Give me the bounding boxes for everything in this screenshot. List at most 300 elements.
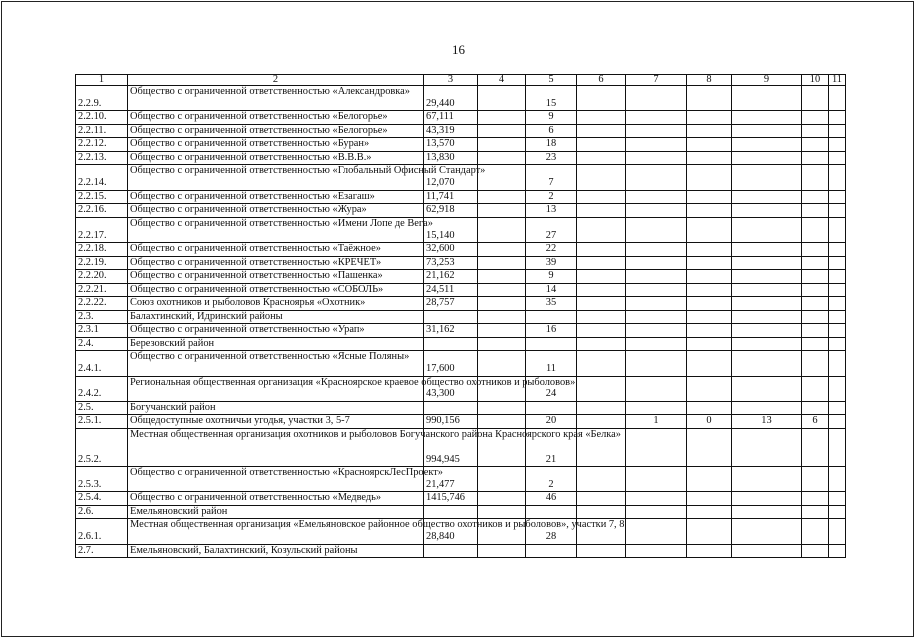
cell-num: 2.6. bbox=[76, 505, 128, 519]
column-header: 8 bbox=[687, 75, 732, 86]
cell-c11 bbox=[829, 111, 846, 125]
cell-c9 bbox=[732, 86, 802, 111]
cell-c3: 1415,746 bbox=[424, 492, 478, 506]
cell-c10 bbox=[802, 86, 829, 111]
cell-c8 bbox=[687, 138, 732, 152]
cell-c6 bbox=[577, 270, 626, 284]
cell-c7 bbox=[626, 138, 687, 152]
cell-name: Общество с ограниченной ответственностью «Глобальный Офисный Стандарт» bbox=[128, 165, 424, 190]
cell-num: 2.5.2. bbox=[76, 428, 128, 466]
cell-c4 bbox=[478, 243, 526, 257]
cell-c5: 11 bbox=[526, 351, 577, 376]
cell-c10 bbox=[802, 467, 829, 492]
cell-c3: 32,600 bbox=[424, 243, 478, 257]
cell-c4 bbox=[478, 337, 526, 351]
cell-c8 bbox=[687, 204, 732, 218]
cell-c4 bbox=[478, 467, 526, 492]
cell-name: Емельяновский, Балахтинский, Козульский районы bbox=[128, 544, 424, 558]
table-row bbox=[76, 270, 846, 284]
cell-c5: 24 bbox=[526, 376, 577, 401]
table-row bbox=[76, 519, 846, 544]
cell-c9 bbox=[732, 111, 802, 125]
cell-c10 bbox=[802, 270, 829, 284]
cell-c5: 2 bbox=[526, 467, 577, 492]
cell-c5: 2 bbox=[526, 190, 577, 204]
cell-num: 2.5.1. bbox=[76, 415, 128, 429]
cell-name: Общество с ограниченной ответственностью «Урап» bbox=[128, 324, 424, 338]
table-row bbox=[76, 297, 846, 311]
table-row bbox=[76, 151, 846, 165]
cell-c11 bbox=[829, 415, 846, 429]
cell-c11 bbox=[829, 217, 846, 242]
table-row bbox=[76, 217, 846, 242]
cell-num: 2.5.4. bbox=[76, 492, 128, 506]
cell-c11 bbox=[829, 401, 846, 415]
cell-c11 bbox=[829, 324, 846, 338]
page-number: 16 bbox=[452, 42, 465, 57]
table-row bbox=[76, 337, 846, 351]
column-header: 2 bbox=[128, 75, 424, 86]
cell-c3: 67,111 bbox=[424, 111, 478, 125]
cell-c7 bbox=[626, 256, 687, 270]
cell-c5: 39 bbox=[526, 256, 577, 270]
cell-c4 bbox=[478, 544, 526, 558]
cell-c5 bbox=[526, 401, 577, 415]
cell-num: 2.2.20. bbox=[76, 270, 128, 284]
cell-c10 bbox=[802, 492, 829, 506]
cell-c8 bbox=[687, 337, 732, 351]
cell-c8 bbox=[687, 124, 732, 138]
table-row bbox=[76, 415, 846, 429]
cell-c5: 27 bbox=[526, 217, 577, 242]
cell-c4 bbox=[478, 138, 526, 152]
cell-c3: 28,757 bbox=[424, 297, 478, 311]
cell-c8 bbox=[687, 86, 732, 111]
cell-c4 bbox=[478, 256, 526, 270]
cell-c4 bbox=[478, 190, 526, 204]
cell-c9 bbox=[732, 519, 802, 544]
cell-c10 bbox=[802, 401, 829, 415]
cell-c7 bbox=[626, 428, 687, 466]
cell-c10 bbox=[802, 111, 829, 125]
cell-c11 bbox=[829, 270, 846, 284]
cell-c6 bbox=[577, 324, 626, 338]
column-header: 3 bbox=[424, 75, 478, 86]
cell-c9 bbox=[732, 124, 802, 138]
cell-c11 bbox=[829, 86, 846, 111]
cell-c3: 15,140 bbox=[424, 217, 478, 242]
cell-c6 bbox=[577, 124, 626, 138]
cell-name: Общество с ограниченной ответственностью «В.В.В.» bbox=[128, 151, 424, 165]
cell-num: 2.2.16. bbox=[76, 204, 128, 218]
cell-c3: 28,840 bbox=[424, 519, 478, 544]
cell-c7 bbox=[626, 151, 687, 165]
cell-c6 bbox=[577, 243, 626, 257]
cell-num: 2.3.1 bbox=[76, 324, 128, 338]
cell-c10 bbox=[802, 190, 829, 204]
cell-c6 bbox=[577, 415, 626, 429]
cell-c4 bbox=[478, 351, 526, 376]
cell-c4 bbox=[478, 204, 526, 218]
cell-c5: 35 bbox=[526, 297, 577, 311]
cell-c8 bbox=[687, 505, 732, 519]
cell-num: 2.2.15. bbox=[76, 190, 128, 204]
cell-name: Березовский район bbox=[128, 337, 424, 351]
table-row bbox=[76, 204, 846, 218]
cell-c8 bbox=[687, 401, 732, 415]
cell-c10 bbox=[802, 505, 829, 519]
cell-c11 bbox=[829, 190, 846, 204]
cell-c5: 6 bbox=[526, 124, 577, 138]
cell-c3: 12,070 bbox=[424, 165, 478, 190]
cell-c3: 21,162 bbox=[424, 270, 478, 284]
cell-num: 2.6.1. bbox=[76, 519, 128, 544]
cell-name: Общество с ограниченной ответственностью «Имени Лопе де Вега» bbox=[128, 217, 424, 242]
cell-name: Общество с ограниченной ответственностью «КРЕЧЕТ» bbox=[128, 256, 424, 270]
column-header: 10 bbox=[802, 75, 829, 86]
cell-c5: 21 bbox=[526, 428, 577, 466]
cell-c3: 43,300 bbox=[424, 376, 478, 401]
cell-c11 bbox=[829, 243, 846, 257]
cell-c9 bbox=[732, 351, 802, 376]
cell-c11 bbox=[829, 505, 846, 519]
cell-c8: 0 bbox=[687, 415, 732, 429]
cell-name: Общество с ограниченной ответственностью «КрасноярскЛесПроект» bbox=[128, 467, 424, 492]
column-header: 11 bbox=[829, 75, 846, 86]
table-row bbox=[76, 165, 846, 190]
cell-c5 bbox=[526, 337, 577, 351]
cell-num: 2.2.19. bbox=[76, 256, 128, 270]
cell-c9 bbox=[732, 544, 802, 558]
column-header: 7 bbox=[626, 75, 687, 86]
cell-c7 bbox=[626, 519, 687, 544]
cell-c3: 990,156 bbox=[424, 415, 478, 429]
cell-c6 bbox=[577, 283, 626, 297]
cell-num: 2.2.14. bbox=[76, 165, 128, 190]
cell-c4 bbox=[478, 217, 526, 242]
cell-c6 bbox=[577, 351, 626, 376]
cell-c10 bbox=[802, 243, 829, 257]
cell-c7 bbox=[626, 86, 687, 111]
cell-c5: 7 bbox=[526, 165, 577, 190]
cell-c5 bbox=[526, 505, 577, 519]
cell-c8 bbox=[687, 243, 732, 257]
cell-name: Общество с ограниченной ответственностью «Белогорье» bbox=[128, 111, 424, 125]
cell-c9 bbox=[732, 337, 802, 351]
cell-c7 bbox=[626, 467, 687, 492]
cell-name: Местная общественная организация охотников и рыболовов Богучанского района Красноярского края «Белка» bbox=[128, 428, 424, 466]
cell-c5: 14 bbox=[526, 283, 577, 297]
cell-c4 bbox=[478, 310, 526, 324]
table-row bbox=[76, 86, 846, 111]
cell-c4 bbox=[478, 415, 526, 429]
cell-c5: 46 bbox=[526, 492, 577, 506]
cell-name: Общество с ограниченной ответственностью «Буран» bbox=[128, 138, 424, 152]
cell-name: Общество с ограниченной ответственностью «Александровка» bbox=[128, 86, 424, 111]
cell-c11 bbox=[829, 124, 846, 138]
cell-c5: 28 bbox=[526, 519, 577, 544]
table-row bbox=[76, 324, 846, 338]
cell-c3: 17,600 bbox=[424, 351, 478, 376]
cell-c3: 29,440 bbox=[424, 86, 478, 111]
cell-c5 bbox=[526, 544, 577, 558]
cell-c4 bbox=[478, 270, 526, 284]
cell-c11 bbox=[829, 297, 846, 311]
cell-c6 bbox=[577, 217, 626, 242]
cell-num: 2.4.1. bbox=[76, 351, 128, 376]
cell-num: 2.2.18. bbox=[76, 243, 128, 257]
cell-c9 bbox=[732, 243, 802, 257]
cell-c6 bbox=[577, 165, 626, 190]
cell-c9 bbox=[732, 138, 802, 152]
cell-name: Общество с ограниченной ответственностью «Жура» bbox=[128, 204, 424, 218]
column-header: 6 bbox=[577, 75, 626, 86]
cell-c6 bbox=[577, 204, 626, 218]
cell-c8 bbox=[687, 217, 732, 242]
cell-c9 bbox=[732, 297, 802, 311]
cell-c6 bbox=[577, 337, 626, 351]
cell-c10 bbox=[802, 151, 829, 165]
cell-c4 bbox=[478, 505, 526, 519]
cell-c10 bbox=[802, 376, 829, 401]
cell-c7 bbox=[626, 165, 687, 190]
table-row bbox=[76, 492, 846, 506]
cell-c7 bbox=[626, 505, 687, 519]
cell-c10 bbox=[802, 544, 829, 558]
cell-name: Общество с ограниченной ответственностью «Медведь» bbox=[128, 492, 424, 506]
cell-c11 bbox=[829, 428, 846, 466]
cell-c8 bbox=[687, 310, 732, 324]
cell-c6 bbox=[577, 467, 626, 492]
cell-c3 bbox=[424, 310, 478, 324]
cell-num: 2.2.9. bbox=[76, 86, 128, 111]
cell-c9 bbox=[732, 401, 802, 415]
cell-c4 bbox=[478, 297, 526, 311]
cell-name: Общедоступные охотничьи угодья, участки 3, 5-7 bbox=[128, 415, 424, 429]
cell-c5: 13 bbox=[526, 204, 577, 218]
cell-c10 bbox=[802, 519, 829, 544]
cell-c8 bbox=[687, 351, 732, 376]
cell-c9 bbox=[732, 204, 802, 218]
cell-c10 bbox=[802, 165, 829, 190]
cell-c7: 1 bbox=[626, 415, 687, 429]
cell-c3: 11,741 bbox=[424, 190, 478, 204]
cell-c7 bbox=[626, 124, 687, 138]
cell-c10 bbox=[802, 337, 829, 351]
cell-num: 2.4.2. bbox=[76, 376, 128, 401]
cell-c7 bbox=[626, 376, 687, 401]
cell-c5: 9 bbox=[526, 270, 577, 284]
cell-c10 bbox=[802, 124, 829, 138]
cell-c7 bbox=[626, 297, 687, 311]
cell-name: Общество с ограниченной ответственностью «Пашенка» bbox=[128, 270, 424, 284]
cell-c5: 22 bbox=[526, 243, 577, 257]
cell-c10 bbox=[802, 217, 829, 242]
cell-c7 bbox=[626, 111, 687, 125]
cell-c11 bbox=[829, 256, 846, 270]
cell-c8 bbox=[687, 151, 732, 165]
cell-c7 bbox=[626, 401, 687, 415]
cell-name: Общество с ограниченной ответственностью «Езагаш» bbox=[128, 190, 424, 204]
cell-c6 bbox=[577, 138, 626, 152]
cell-c4 bbox=[478, 324, 526, 338]
table-row bbox=[76, 401, 846, 415]
cell-c5 bbox=[526, 310, 577, 324]
cell-c10 bbox=[802, 351, 829, 376]
cell-c9 bbox=[732, 492, 802, 506]
table-row bbox=[76, 351, 846, 376]
cell-c9 bbox=[732, 217, 802, 242]
cell-c3 bbox=[424, 401, 478, 415]
table-row bbox=[76, 256, 846, 270]
cell-c5: 9 bbox=[526, 111, 577, 125]
cell-c5: 23 bbox=[526, 151, 577, 165]
cell-c9 bbox=[732, 283, 802, 297]
table-row bbox=[76, 138, 846, 152]
cell-c5: 20 bbox=[526, 415, 577, 429]
cell-num: 2.2.11. bbox=[76, 124, 128, 138]
cell-c9 bbox=[732, 467, 802, 492]
cell-c8 bbox=[687, 519, 732, 544]
cell-c7 bbox=[626, 544, 687, 558]
cell-c6 bbox=[577, 401, 626, 415]
cell-num: 2.4. bbox=[76, 337, 128, 351]
cell-num: 2.2.17. bbox=[76, 217, 128, 242]
cell-c7 bbox=[626, 270, 687, 284]
cell-c8 bbox=[687, 492, 732, 506]
cell-name: Общество с ограниченной ответственностью «Таёжное» bbox=[128, 243, 424, 257]
cell-c7 bbox=[626, 492, 687, 506]
cell-c8 bbox=[687, 428, 732, 466]
cell-c10 bbox=[802, 324, 829, 338]
cell-num: 2.2.10. bbox=[76, 111, 128, 125]
cell-c4 bbox=[478, 492, 526, 506]
cell-c11 bbox=[829, 492, 846, 506]
cell-c8 bbox=[687, 165, 732, 190]
cell-c6 bbox=[577, 151, 626, 165]
cell-c3: 21,477 bbox=[424, 467, 478, 492]
cell-c4 bbox=[478, 401, 526, 415]
cell-c3: 13,570 bbox=[424, 138, 478, 152]
cell-c3: 43,319 bbox=[424, 124, 478, 138]
cell-c6 bbox=[577, 297, 626, 311]
cell-c4 bbox=[478, 111, 526, 125]
cell-c8 bbox=[687, 190, 732, 204]
cell-c8 bbox=[687, 256, 732, 270]
column-header: 4 bbox=[478, 75, 526, 86]
cell-c3: 13,830 bbox=[424, 151, 478, 165]
table-row bbox=[76, 283, 846, 297]
cell-num: 2.2.21. bbox=[76, 283, 128, 297]
cell-c11 bbox=[829, 519, 846, 544]
cell-name: Общество с ограниченной ответственностью «Белогорье» bbox=[128, 124, 424, 138]
cell-c10 bbox=[802, 204, 829, 218]
cell-c7 bbox=[626, 204, 687, 218]
cell-c9 bbox=[732, 165, 802, 190]
cell-c10: 6 bbox=[802, 415, 829, 429]
cell-c10 bbox=[802, 310, 829, 324]
table-row bbox=[76, 124, 846, 138]
cell-c6 bbox=[577, 256, 626, 270]
table-row bbox=[76, 310, 846, 324]
cell-name: Местная общественная организация «Емельяновское районное общество охотников и рыболовов», участки 7, 8 bbox=[128, 519, 424, 544]
cell-c3 bbox=[424, 544, 478, 558]
cell-c3: 994,945 bbox=[424, 428, 478, 466]
cell-c5: 16 bbox=[526, 324, 577, 338]
cell-c9 bbox=[732, 256, 802, 270]
cell-c4 bbox=[478, 283, 526, 297]
table-row bbox=[76, 505, 846, 519]
cell-c11 bbox=[829, 310, 846, 324]
table-row bbox=[76, 111, 846, 125]
cell-c4 bbox=[478, 86, 526, 111]
cell-c9: 13 bbox=[732, 415, 802, 429]
table-row bbox=[76, 544, 846, 558]
cell-c11 bbox=[829, 351, 846, 376]
cell-c11 bbox=[829, 467, 846, 492]
data-table bbox=[75, 74, 846, 558]
table-row bbox=[76, 376, 846, 401]
cell-num: 2.2.22. bbox=[76, 297, 128, 311]
column-header: 5 bbox=[526, 75, 577, 86]
cell-c6 bbox=[577, 190, 626, 204]
cell-c7 bbox=[626, 283, 687, 297]
cell-c9 bbox=[732, 270, 802, 284]
cell-c6 bbox=[577, 111, 626, 125]
cell-name: Богучанский район bbox=[128, 401, 424, 415]
cell-name: Общество с ограниченной ответственностью «Ясные Поляны» bbox=[128, 351, 424, 376]
cell-c10 bbox=[802, 297, 829, 311]
cell-c9 bbox=[732, 310, 802, 324]
cell-c6 bbox=[577, 544, 626, 558]
cell-c6 bbox=[577, 86, 626, 111]
column-header: 1 bbox=[76, 75, 128, 86]
cell-c11 bbox=[829, 544, 846, 558]
cell-c9 bbox=[732, 324, 802, 338]
cell-c4 bbox=[478, 124, 526, 138]
cell-c11 bbox=[829, 165, 846, 190]
cell-c8 bbox=[687, 324, 732, 338]
cell-c4 bbox=[478, 151, 526, 165]
cell-c6 bbox=[577, 505, 626, 519]
cell-name: Региональная общественная организация «Красноярское краевое общество охотников и рыболовов» bbox=[128, 376, 424, 401]
cell-c11 bbox=[829, 337, 846, 351]
cell-c10 bbox=[802, 283, 829, 297]
cell-num: 2.2.12. bbox=[76, 138, 128, 152]
cell-name: Емельяновский район bbox=[128, 505, 424, 519]
cell-c5: 15 bbox=[526, 86, 577, 111]
cell-c7 bbox=[626, 337, 687, 351]
cell-c10 bbox=[802, 428, 829, 466]
cell-c7 bbox=[626, 351, 687, 376]
cell-c11 bbox=[829, 138, 846, 152]
cell-c7 bbox=[626, 190, 687, 204]
cell-c8 bbox=[687, 467, 732, 492]
cell-c8 bbox=[687, 111, 732, 125]
cell-c3: 73,253 bbox=[424, 256, 478, 270]
cell-c7 bbox=[626, 243, 687, 257]
cell-c11 bbox=[829, 376, 846, 401]
table-row bbox=[76, 467, 846, 492]
cell-name: Балахтинский, Идринский районы bbox=[128, 310, 424, 324]
cell-c11 bbox=[829, 283, 846, 297]
cell-c7 bbox=[626, 217, 687, 242]
cell-c3: 62,918 bbox=[424, 204, 478, 218]
cell-c3 bbox=[424, 337, 478, 351]
cell-c6 bbox=[577, 376, 626, 401]
cell-num: 2.7. bbox=[76, 544, 128, 558]
cell-c3: 31,162 bbox=[424, 324, 478, 338]
